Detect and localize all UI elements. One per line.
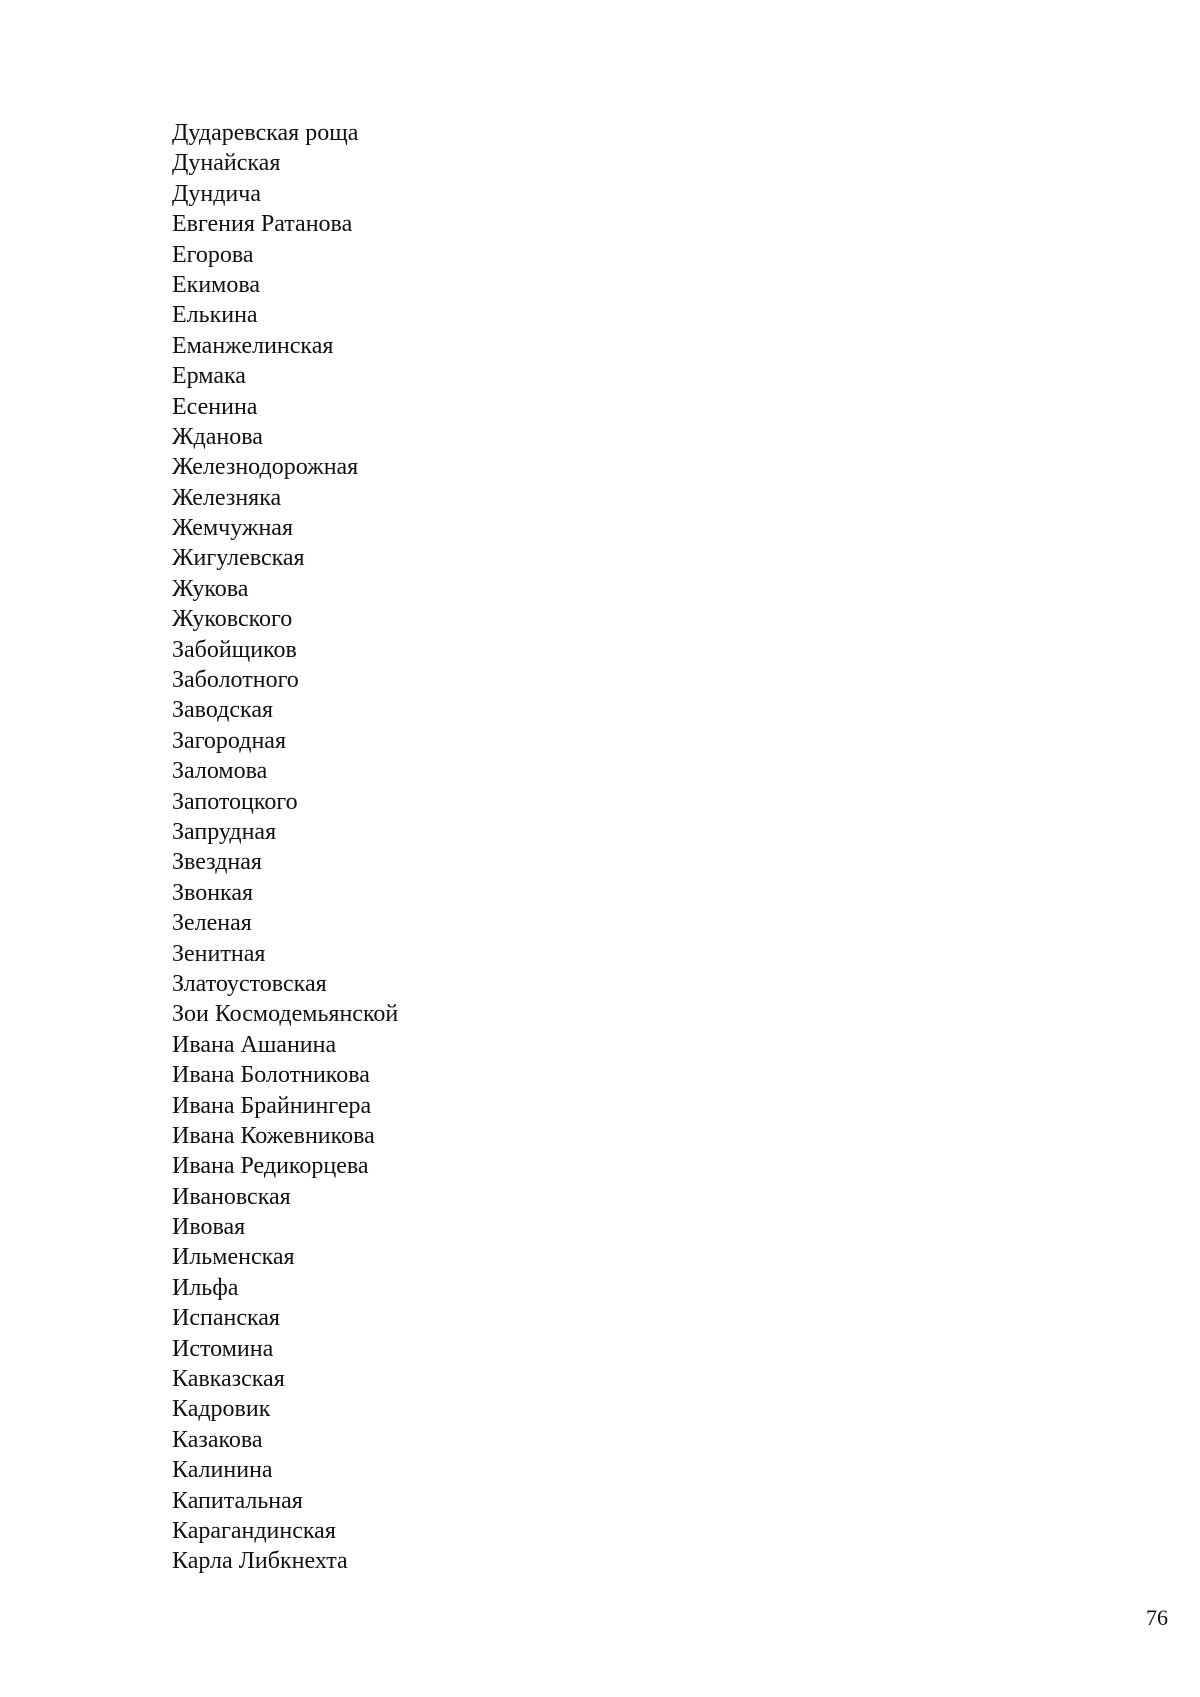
list-item: Жукова [172, 575, 249, 602]
list-item: Загородная [172, 727, 286, 754]
list-item: Елькина [172, 302, 258, 329]
list-item: Запотоцкого [172, 788, 298, 815]
list-item: Егорова [172, 241, 254, 268]
page-number: 76 [1146, 1605, 1168, 1630]
list-item: Калинина [172, 1457, 273, 1484]
list-item: Истомина [172, 1335, 274, 1362]
list-item: Карла Либкнехта [172, 1548, 348, 1575]
list-item: Жуковского [172, 606, 293, 633]
list-item: Зои Космодемьянской [172, 1001, 399, 1028]
list-item: Железняка [172, 484, 282, 511]
list-item: Ермака [172, 363, 246, 390]
list-item: Карагандинская [172, 1517, 336, 1544]
list-item: Заводская [172, 697, 274, 724]
list-item: Жемчужная [172, 515, 293, 542]
list-item: Ивана Кожевникова [172, 1122, 375, 1149]
list-item: Звонкая [172, 879, 254, 906]
list-item: Капитальная [172, 1487, 303, 1514]
list-item: Ивана Брайнингера [172, 1092, 372, 1119]
list-item: Евгения Ратанова [172, 211, 353, 238]
list-item: Запрудная [172, 818, 277, 845]
list-item: Кадровик [172, 1396, 271, 1423]
list-item: Дундича [172, 180, 261, 207]
list-item: Дунайская [172, 150, 281, 177]
list-item: Заболотного [172, 667, 299, 694]
list-item: Ивана Ашанина [172, 1031, 337, 1058]
list-item: Звездная [172, 849, 262, 876]
list-item: Ивана Болотникова [172, 1062, 370, 1089]
street-list [172, 118, 398, 1577]
list-item: Златоустовская [172, 970, 327, 997]
list-item: Зенитная [172, 940, 266, 967]
list-item: Ильменская [172, 1244, 295, 1271]
list-item: Ильфа [172, 1274, 239, 1301]
list-item: Испанская [172, 1305, 280, 1332]
list-item: Есенина [172, 393, 258, 420]
list-item: Ивана Редикорцева [172, 1153, 369, 1180]
list-item: Железнодорожная [172, 454, 359, 481]
list-item: Казакова [172, 1426, 263, 1453]
list-item: Ивановская [172, 1183, 291, 1210]
list-item: Дударевская роща [172, 120, 359, 146]
list-item: Заломова [172, 758, 268, 785]
list-item: Ивовая [172, 1214, 246, 1241]
list-item: Забойщиков [172, 636, 297, 663]
list-item: Жигулевская [172, 545, 305, 572]
list-item: Зеленая [172, 910, 252, 937]
list-item: Кавказская [172, 1366, 285, 1393]
list-item: Еманжелинская [172, 332, 334, 359]
list-item: Екимова [172, 271, 261, 298]
list-item: Жданова [172, 423, 263, 450]
